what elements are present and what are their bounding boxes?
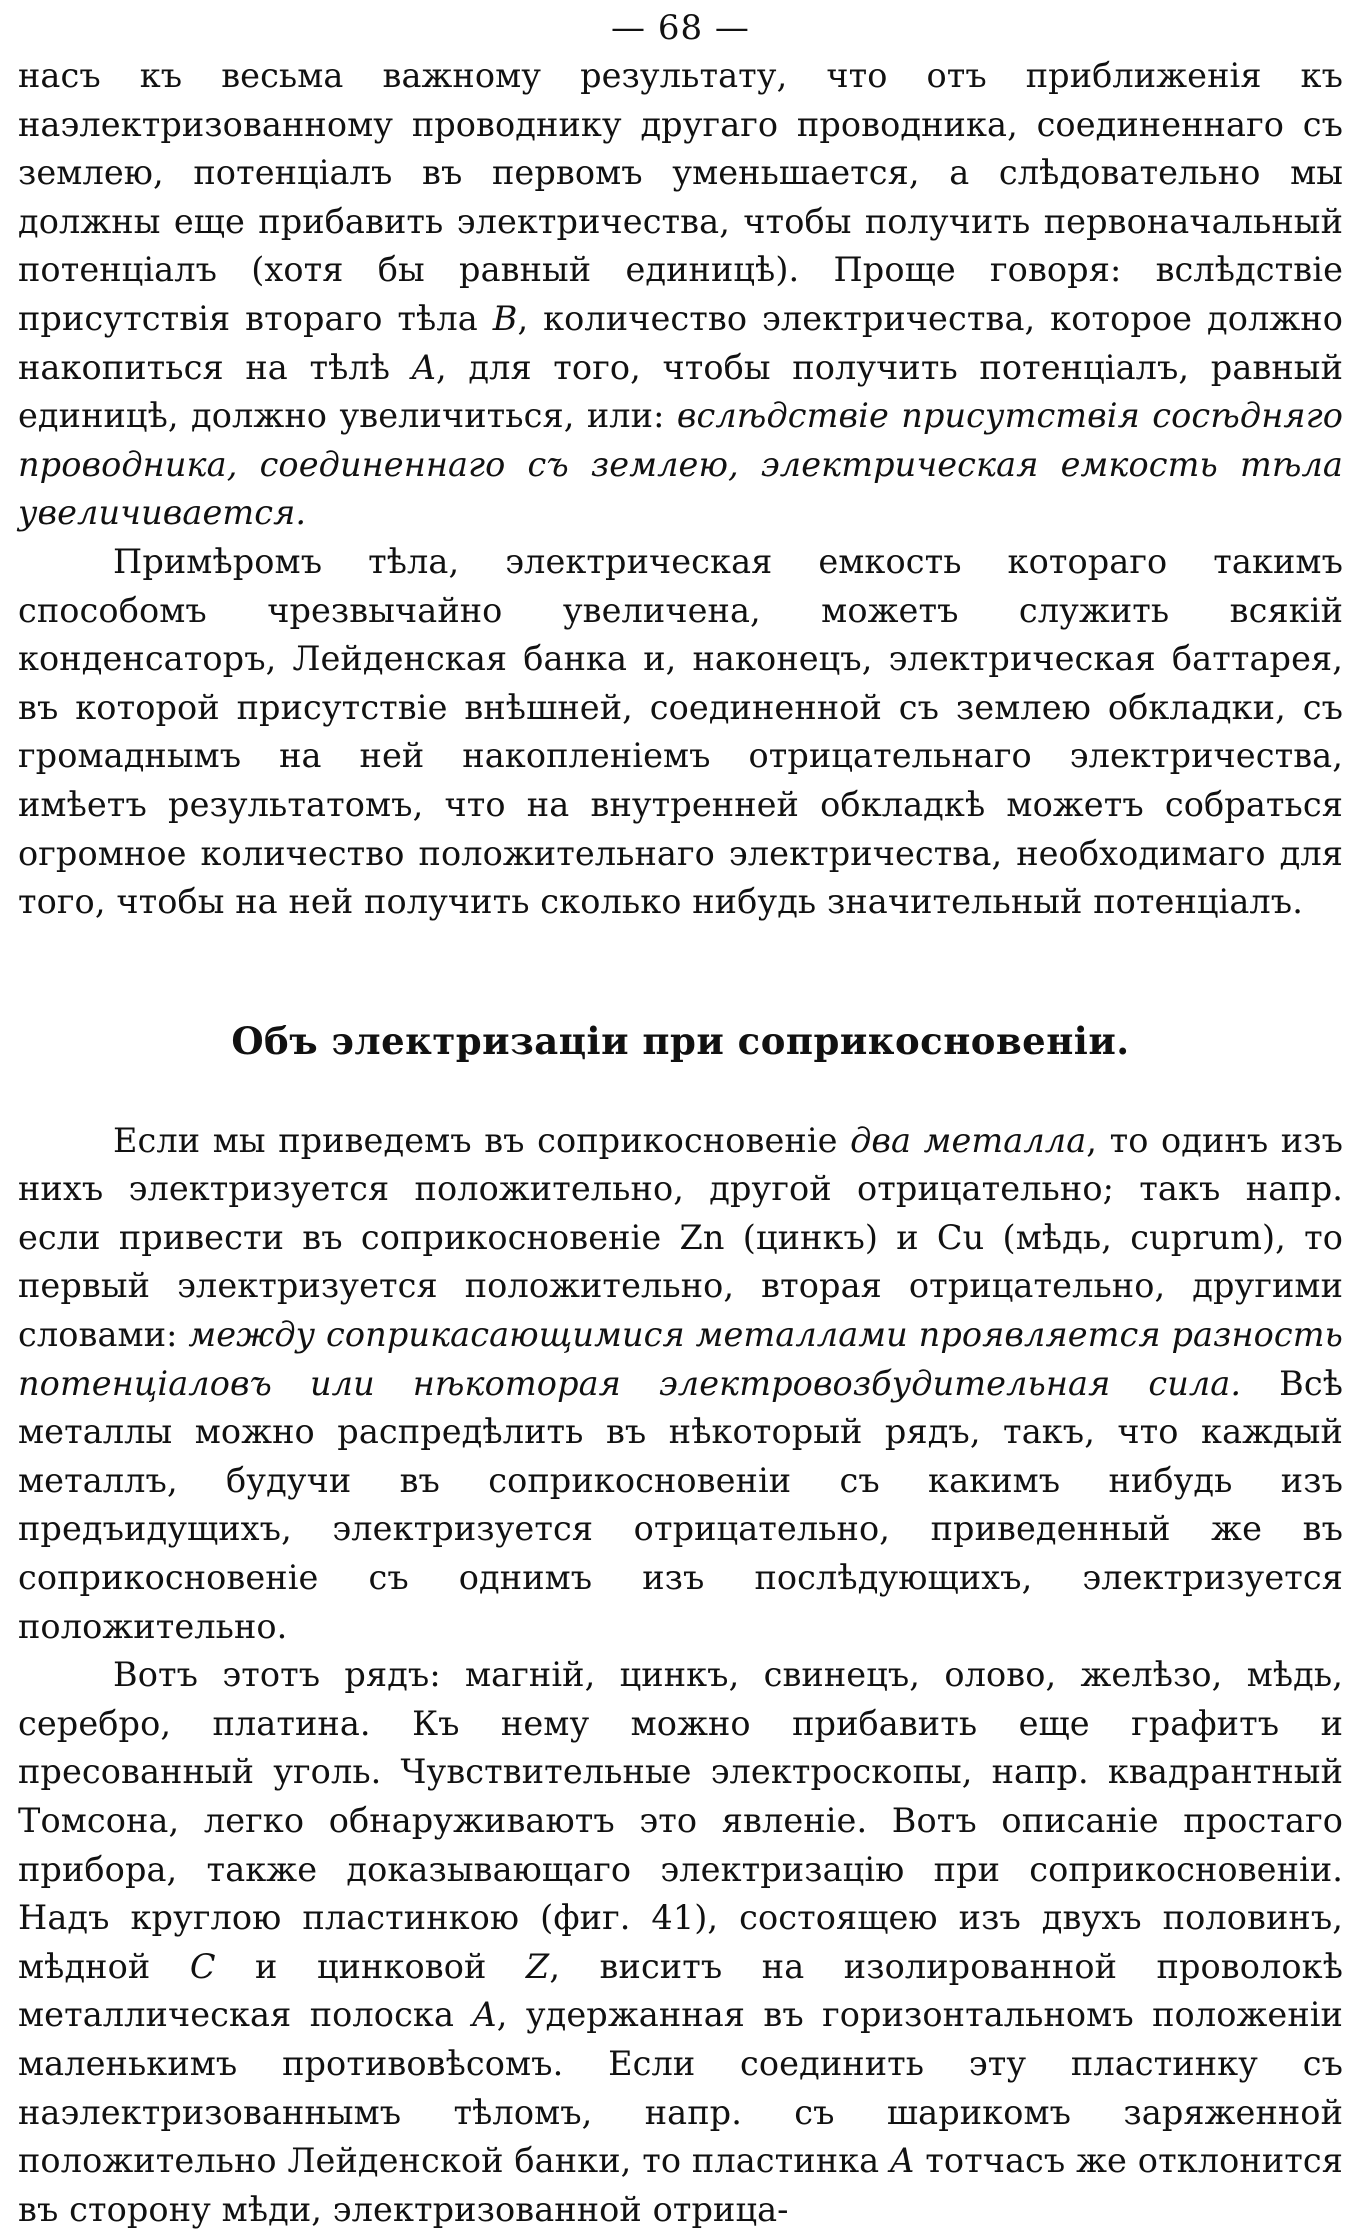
emphasis-text: два металла xyxy=(850,1120,1087,1160)
emphasis-text: A xyxy=(411,347,436,387)
body-text: насъ къ весьма важному результату, что отъ приближенія къ наэлектризованному проводнику другаго проводника, соединеннаго съ землею, потенціалъ въ первомъ уменьшается, а слѣдовательно мы должны еще прибавить электричества, чтобы получить первоначальный потенціалъ (хотя бы равный единицѣ). Проще говоря: вслѣдствіе присутствія втораго тѣла xyxy=(18,56,1343,338)
body-text: и цинковой xyxy=(215,1946,526,1986)
body-text: , то одинъ изъ нихъ электризуется положительно, другой отрицательно; такъ напр. если привести въ соприкосновеніе Zn (цинкъ) и Cu (мѣдь, cuprum), то первый электризуется положительно, вторая отрицательно, другими словами: xyxy=(18,1120,1343,1355)
emphasis-text: Z xyxy=(525,1946,550,1986)
body-text: тотчасъ же отклонится въ сторону мѣди, электризованной отрица- xyxy=(18,2141,1343,2229)
page-number: — 68 — xyxy=(611,8,750,48)
body-text: , для того, чтобы получить потенціалъ, равный единицѣ, должно увеличиться, или: xyxy=(18,347,1343,436)
paragraph-top-2 xyxy=(18,538,1343,927)
section-heading: Объ электризаціи при соприкосновеніи. xyxy=(231,1018,1130,1063)
body-text: Примѣромъ тѣла, электрическая емкость котораго такимъ способомъ чрезвычайно увеличена, можетъ служить всякій конденсаторъ, Лейденская банка и, наконецъ, электрическая баттарея, въ которой присутствіе внѣшней, соединенной съ землею обкладки, съ громаднымъ на ней накопленіемъ отрицательнаго электричества, имѣетъ результатомъ, что на внутренней обкладкѣ можетъ собраться огромное количество положительнаго электричества, необходимаго для того, чтобы на ней получить сколько нибудь значительный потенціалъ. xyxy=(18,541,1343,922)
body-text: , виситъ на изолированной проволокѣ металлическая полоска xyxy=(18,1946,1343,2035)
emphasis-text: между соприкасающимися металлами проявляется разность потенціаловъ или нѣкоторая электровозбудительная сила. xyxy=(18,1315,1344,1403)
emphasis-text: C xyxy=(189,1946,216,1986)
emphasis-text: B xyxy=(492,298,518,338)
body-text: , удержанная въ горизонтальномъ положеніи маленькимъ противовѣсомъ. Если соединить эту пластинку съ наэлектризованнымъ тѣломъ, напр. съ шарикомъ заряженной положительно Лейденской банки, то пластинка xyxy=(18,1995,1343,2181)
paragraph-bottom-1 xyxy=(18,1117,1343,1652)
emphasis-text: A xyxy=(890,2141,915,2181)
emphasis-text: A xyxy=(472,1995,497,2035)
document-page xyxy=(18,8,1343,2234)
paragraph-bottom-2 xyxy=(18,1651,1343,2234)
body-text: Всѣ металлы можно распредѣлить въ нѣкоторый рядъ, такъ, что каждый металлъ, будучи въ соприкосновеніи съ какимъ нибудь изъ предъидущихъ, электризуется отрицательно, приведенный же въ соприкосновеніе съ однимъ изъ послѣдующихъ, электризуется положительно. xyxy=(18,1363,1343,1646)
body-text: , количество электричества, которое должно накопиться на тѣлѣ xyxy=(18,298,1344,387)
paragraph-top-1 xyxy=(18,52,1343,538)
body-text: Если мы приведемъ въ соприкосновеніе xyxy=(113,1120,851,1160)
body-text: Вотъ этотъ рядъ: магній, цинкъ, свинецъ, олово, желѣзо, мѣдь, серебро, платина. Къ нему можно прибавить еще графитъ и пресованный уголь. Чувствительные электроскопы, напр. квадрантный Томсона, легко обнаруживаютъ это явленіе. Вотъ описаніе простаго прибора, также доказывающаго электризацію при соприкосновеніи. Надъ круглою пластинкою (фиг. 41), состоящею изъ двухъ половинъ, мѣдной xyxy=(18,1655,1343,1986)
emphasis-text: вслѣдствіе присутствія сосѣдняго проводника, соединеннаго съ землею, электрическая емкость тѣла увеличивается. xyxy=(18,396,1344,533)
